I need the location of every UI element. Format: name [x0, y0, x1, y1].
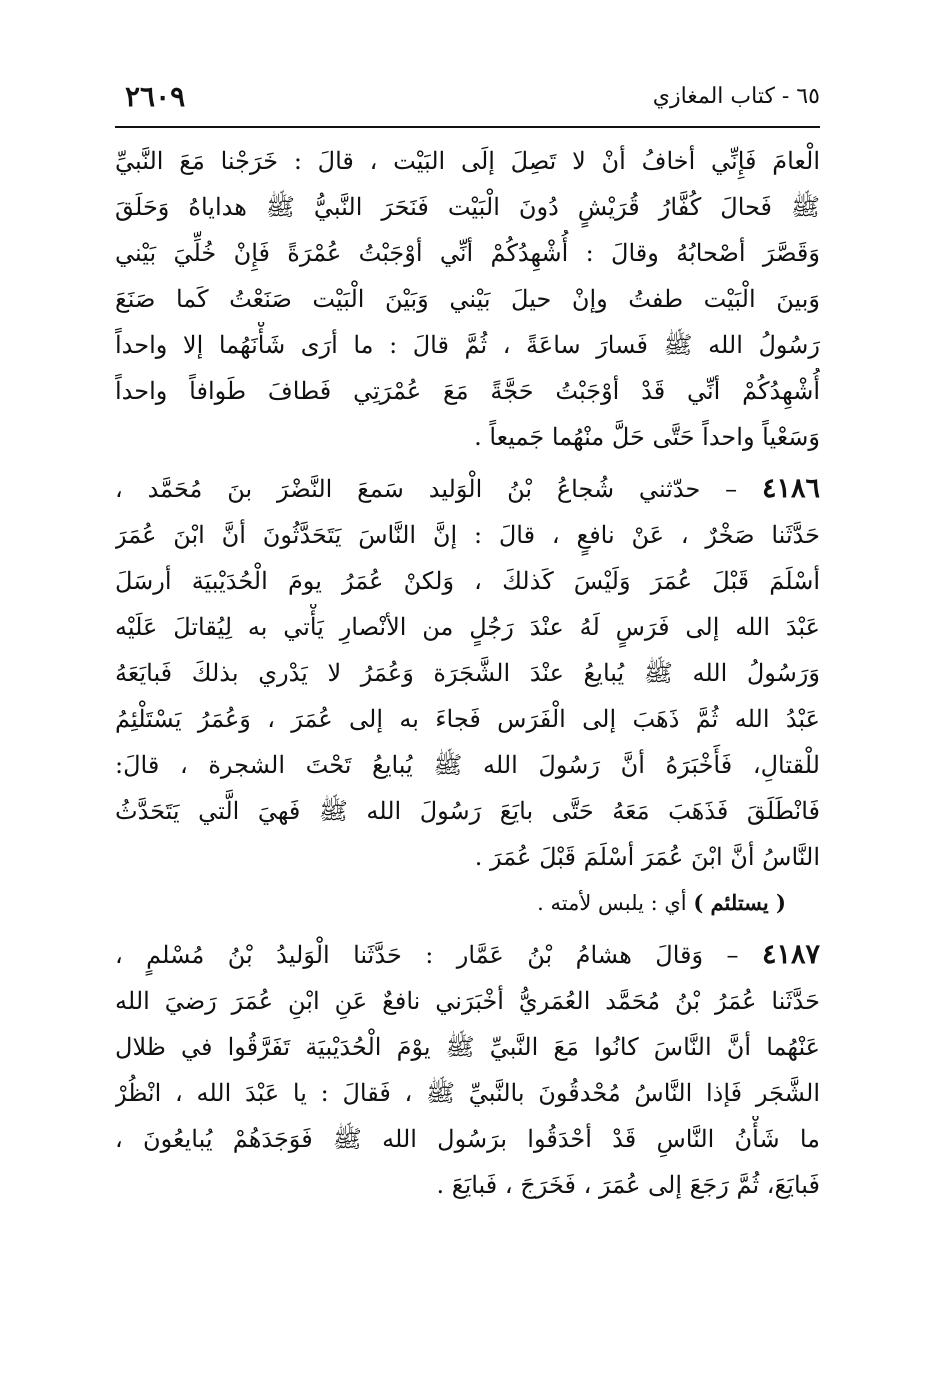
glossary-note: [115, 880, 820, 926]
text-line: عَبْدُ الله ثُمَّ ذَهَبَ إلى الْفَرَس فَجاءَ به إلى عُمَرَ ، وَعُمَرُ يَسْتَلْئِمُ: [115, 705, 820, 733]
page-header: [115, 80, 820, 124]
hadith-heading-line: [115, 466, 820, 512]
text-line: أُشْهِدُكُمْ أنِّي قَدْ أوْجَبْتُ حَجَّةً مَعَ عُمْرَتِي فَطافَ طَوافاً واحداً: [115, 377, 820, 405]
text-line: فَانْطَلَقَ فَذَهَبَ مَعَهُ حَتَّى بايَعَ رَسُولَ الله ﷺ فَهيَ الَّتي يَتَحَدَّثُ: [115, 797, 820, 825]
hadith-number: ٤١٨٧: [761, 939, 820, 970]
hadith-heading-text: – وَقالَ هشامُ بْنُ عَمَّار : حَدَّثَنا الْوَليدُ بْنُ مُسْلمٍ ،: [115, 941, 739, 969]
hadith-heading-text: – حدّثني شُجاعُ بْنُ الْوَليد سَمعَ النَّضْرَ بنَ مُحَمَّد ،: [115, 475, 738, 503]
page-number: ٢٦٠٩: [125, 80, 186, 113]
header-rule: [115, 126, 820, 128]
text-line: ﷺ فَحالَ كُفَّارُ قُرَيْشٍ دُونَ الْبَيْت فَنَحَرَ النَّبيُّ ﷺ هداياهُ وَحَلَقَ: [115, 193, 820, 221]
glossary-definition: أي : يلبس لأمته .: [537, 891, 687, 915]
text-line: حَدَّثَنا عُمَرُ بْنُ مُحَمَّد العُمَريُّ أخْبَرَني نافعٌ عَنِ ابْنِ عُمَرَ رَضيَ الله: [115, 987, 820, 1015]
text-line: حَدَّثَنا صَخْرٌ ، عَنْ نافعٍ ، قالَ : إنَّ النَّاسَ يَتَحَدَّثُونَ أنَّ ابْنَ عُمَرَ: [115, 521, 820, 549]
hadith-4186: [115, 466, 820, 926]
text-line: فَبايَعَ، ثُمَّ رَجَعَ إلى عُمَرَ ، فَخَرَجَ ، فَبايَعَ .: [436, 1171, 820, 1199]
text-line: وَقَصَّرَ أصْحابُهُ وقالَ : أُشْهِدُكُمْ أنِّي أوْجَبْتُ عُمْرَةً فَإِنْ خُلِّيَ بَيْني: [115, 239, 820, 267]
page-body: [115, 138, 820, 1208]
text-line: ما شَأْنُ النَّاسِ قَدْ أحْدَقُوا برَسُول الله ﷺ فَوَجَدَهُمْ يُبايعُونَ ،: [115, 1125, 820, 1153]
text-line: عَبْدَ الله إلى فَرَسٍ لَهُ عنْدَ رَجُلٍ من الأنْصارِ يَأْتي به لِيُقاتلَ عَلَيْه: [115, 613, 820, 641]
text-line: وَرَسُولُ الله ﷺ يُبايعُ عنْدَ الشَّجَرَة وَعُمَرُ لا يَدْري بذلكَ فَبايَعَهُ: [115, 659, 820, 687]
text-line: النَّاسُ أنَّ ابْنَ عُمَرَ أسْلَمَ قَبْلَ عُمَرَ .: [474, 843, 820, 871]
text-line: وَسَعْياً واحداً حَتَّى حَلَّ منْهُما جَميعاً .: [474, 423, 820, 451]
glossary-term: ( يستلئم ): [693, 890, 786, 915]
hadith-4187: [115, 932, 820, 1208]
hadith-number: ٤١٨٦: [761, 473, 820, 504]
paragraph-continuation: [115, 138, 820, 460]
hadith-heading-line: [115, 932, 820, 978]
running-title: ٦٥ - كتاب المغازي: [652, 84, 820, 109]
text-line: للْقتالِ، فَأَخْبَرَهُ أنَّ رَسُولَ الله ﷺ يُبايعُ تَحْتَ الشجرة ، قالَ:: [115, 751, 820, 779]
text-line: وَبينَ الْبَيْت طفتُ وإنْ حيلَ بَيْني وَبَيْنَ الْبَيْت صَنَعْتُ كَما صَنَعَ: [115, 285, 820, 313]
text-line: أسْلَمَ قَبْلَ عُمَرَ وَلَيْسَ كَذلكَ ، وَلكنْ عُمَرُ يومَ الْحُدَيْبيَة أرسَلَ: [115, 567, 820, 595]
text-line: الْعامَ فَإِنِّي أخافُ أنْ لا تَصِلَ إلَى البَيْت ، قالَ : خَرَجْنا مَعَ النَّبيِّ: [115, 147, 820, 175]
text-line: عَنْهُما أنَّ النَّاسَ كانُوا مَعَ النَّبيِّ ﷺ يوْمَ الْحُدَيْبيَة تَفَرَّقُوا في ظلال: [115, 1033, 820, 1061]
text-line: رَسُولُ الله ﷺ فَسارَ ساعَةً ، ثُمَّ قالَ : ما أرَى شَأْنَهُما إلا واحداً: [115, 331, 820, 359]
text-line: الشَّجَر فَإذا النَّاسُ مُحْدقُونَ بالنَّبيِّ ﷺ ، فَقالَ : يا عَبْدَ الله ، انْظُرْ: [115, 1079, 820, 1107]
